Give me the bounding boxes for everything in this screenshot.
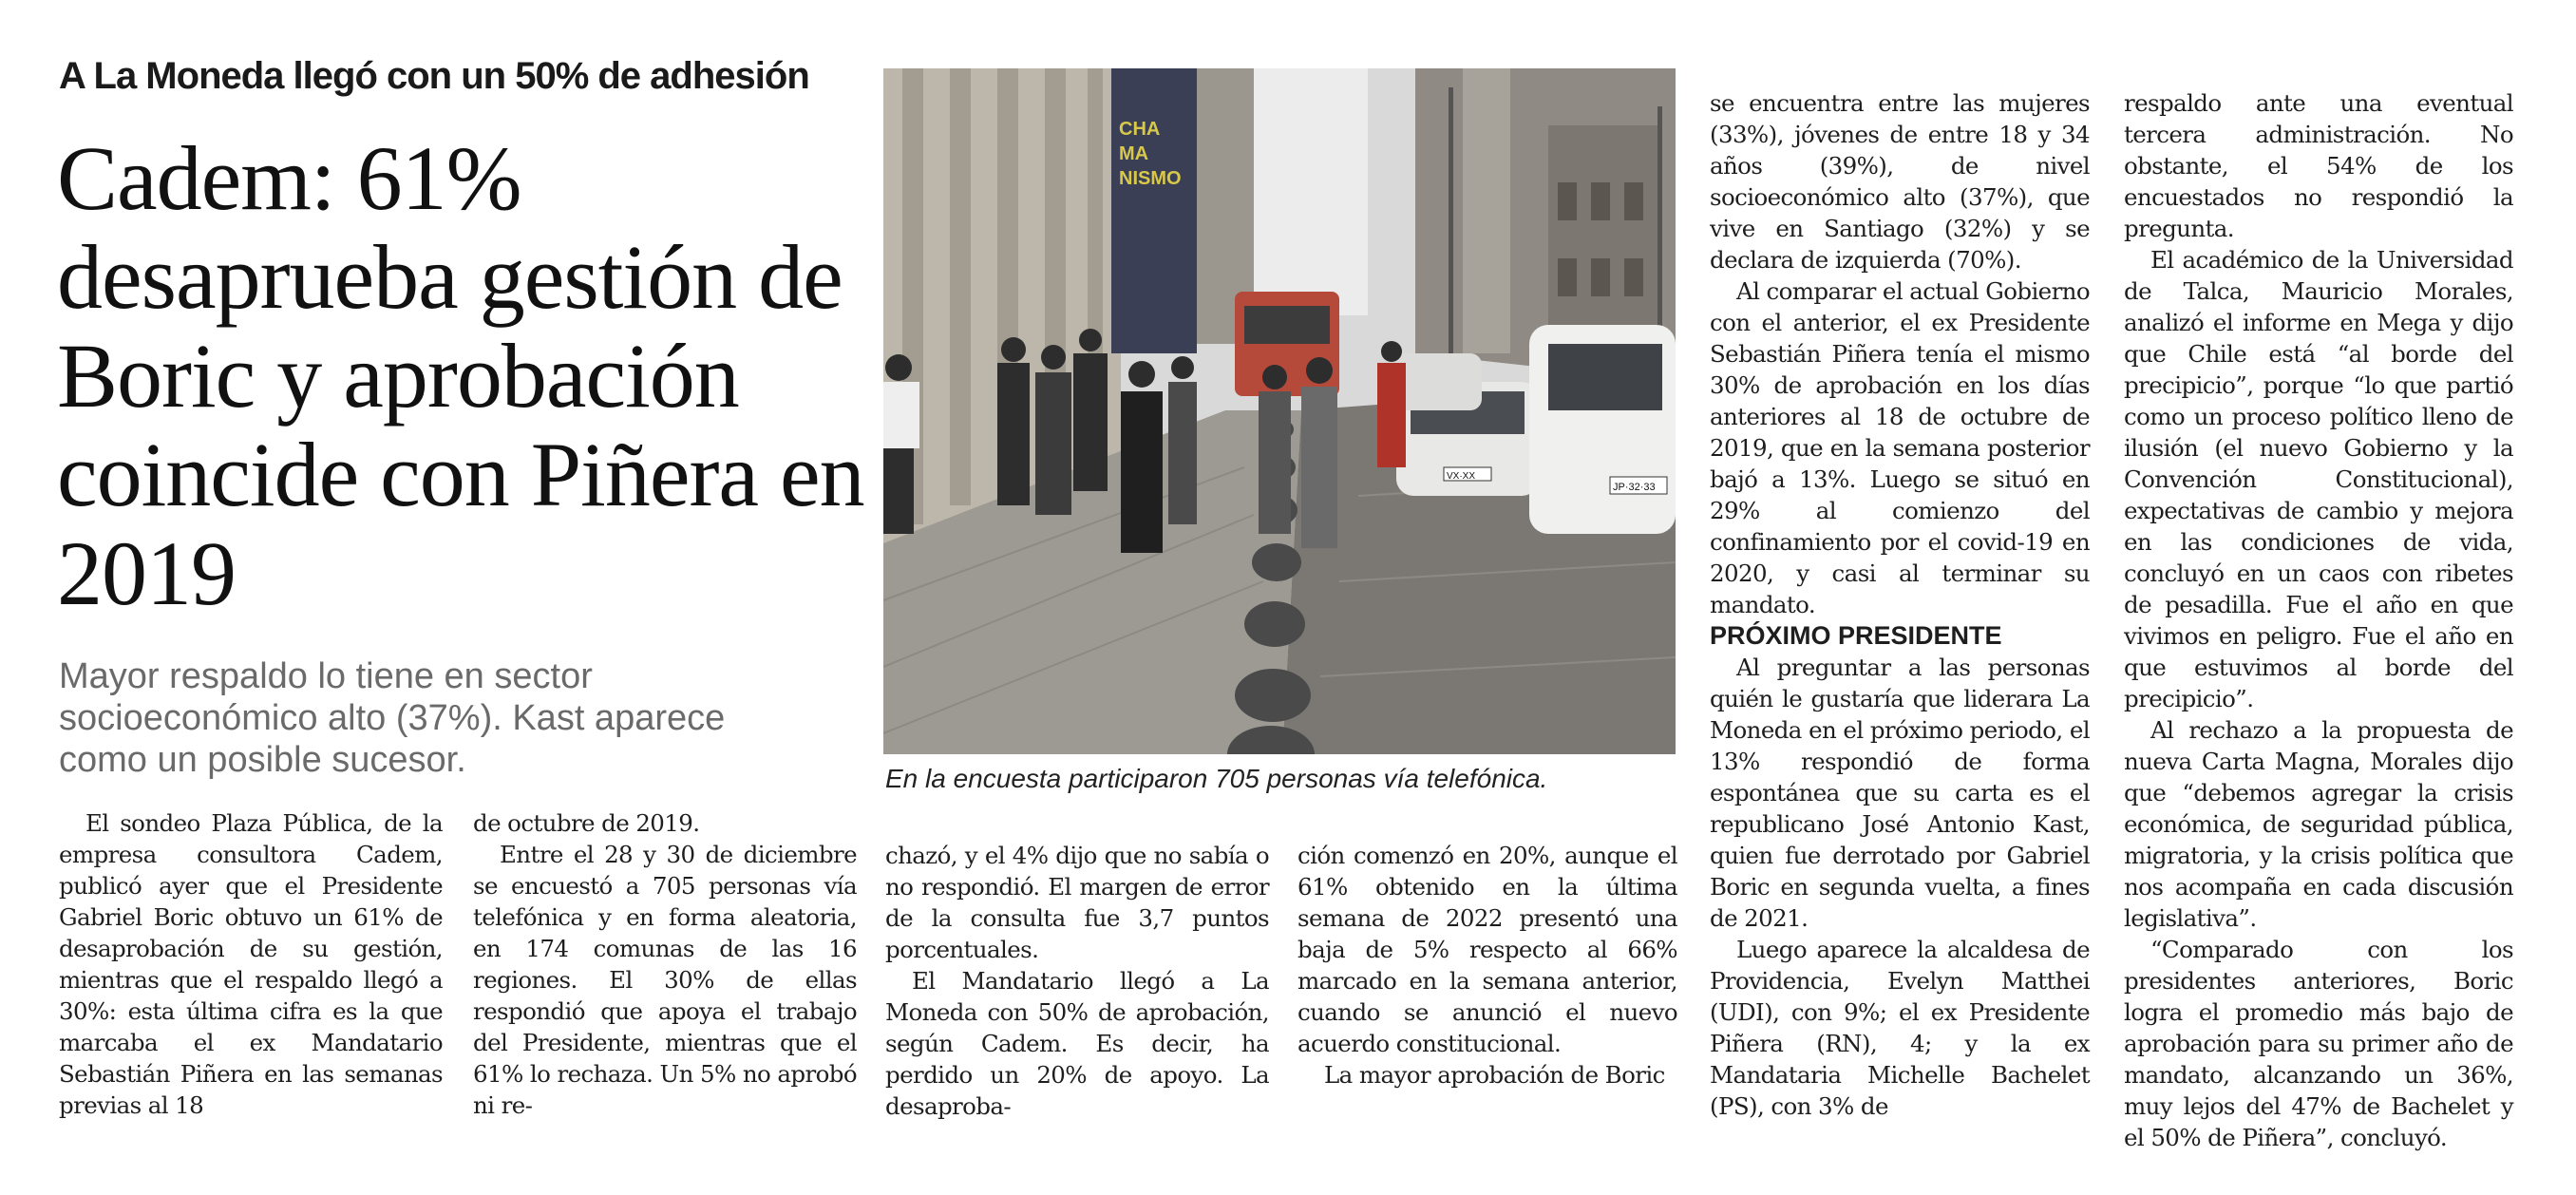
paragraph: Luego aparece la alcaldesa de Providencia, Evelyn Matthei (UDI), con 9%; el ex Presidente Piñera (RN), 4; y la ex Mandataria Michelle Bachelet (PS), con 3% de [1710,936,2090,1120]
article-column-4 [1297,840,1677,1091]
subhead: Mayor respaldo lo tiene en sector socioeconómico alto (37%). Kast aparece como un posible sucesor. [59,656,726,780]
article-column-3 [885,840,1269,1122]
article-column-6 [2124,87,2513,1153]
svg-text:MA: MA [1119,143,1149,164]
street-photo [883,68,1676,754]
paragraph: El Mandatario llegó a La Moneda con 50% de aprobación, según Cadem. Es decir, ha perdido un 20% de apoyo. La desaproba- [885,967,1269,1120]
paragraph: respaldo ante una eventual tercera administración. No obstante, el 54% de los encuestados no respondió la pregunta. [2124,89,2513,242]
section-title: PRÓXIMO PRESIDENTE [1710,621,2002,650]
paragraph: Entre el 28 y 30 de diciembre se encuestó a 705 personas vía telefónica y en forma aleatoria, en 174 comunas de las 16 regiones. El 30% de ellas respondió que apoya el trabajo del Presidente, mientras que el 61% lo rechaza. Un 5% no aprobó ni re- [473,841,857,1119]
paragraph: ción comenzó en 20%, aunque el 61% obtenido en la última semana de 2022 presentó una baja de 5% respecto al 66% marcado en la semana anterior, cuando se anunció el nuevo acuerdo constitucional. [1297,842,1677,1057]
paragraph: “Comparado con los presidentes anteriores, Boric logra el promedio más bajo de aprobación para su primer año de mandato, alcanzando un 36%, muy lejos del 47% de Bachelet y el 50% de Piñera”, concluyó. [2124,936,2513,1151]
paragraph: de octubre de 2019. [473,809,700,837]
paragraph: Al preguntar a las personas quién le gustaría que liderara La Moneda en el próximo periodo, el 13% respondió de forma espontánea que su carta es el republicano José Antonio Kast, quien fue derrotado por Gabriel Boric en segunda vuelta, a fines de 2021. [1710,654,2090,932]
photo-caption: En la encuesta participaron 705 personas vía telefónica. [885,764,1548,793]
kicker: A La Moneda llegó con un 50% de adhesión [59,55,809,97]
poster-sign: CHA [1119,119,1161,140]
paragraph: El sondeo Plaza Pública, de la empresa consultora Cadem, publicó ayer que el Presidente Gabriel Boric obtuvo un 61% de desaprobación de su gestión, mientras que el respaldo llegó a 30%: esta última cifra es la que marcaba el ex Mandatario Sebastián Piñera en las semanas previas al 18 [59,809,443,1119]
article-column-2 [473,807,857,1121]
paragraph: Al rechazo a la propuesta de nueva Carta Magna, Morales dijo que “debemos agregar la crisis económica, de seguridad pública, migratoria, y la crisis política que nos acompaña en cada discusión legislativa”. [2124,716,2513,932]
paragraph: Al comparar el actual Gobierno con el anterior, el ex Presidente Sebastián Piñera tenía el mismo 30% de aprobación en los días anteriores al 18 de octubre de 2019, que en la semana posterior bajó a 13%. Luego se situó en 29% al comienzo del confinamiento por el covid-19 en 2020, y casi al terminar su mandato. [1710,277,2091,618]
article-column-5 [1710,87,2090,1122]
svg-text:NISMO: NISMO [1119,168,1182,189]
paragraph: se encuentra entre las mujeres (33%), jóvenes de entre 18 y 34 años (39%), de nivel socioeconómico alto (37%), que vive en Santiago (32%) y se declara de izquierda (70%). [1710,89,2090,274]
car-plate-2: JP·32·33 [1613,482,1656,493]
car-plate-1: VX·XX [1447,471,1476,482]
article-column-1 [59,807,443,1121]
paragraph: La mayor aprobación de Boric [1324,1061,1665,1089]
paragraph: chazó, y el 4% dijo que no sabía o no respondió. El margen de error de la consulta fue 3,7 puntos porcentuales. [885,842,1269,963]
paragraph: El académico de la Universidad de Talca, Mauricio Morales, analizó el informe en Mega y dijo que Chile está “al borde del precipicio”, porque “lo que partió como un proceso político lleno de ilusión (el nuevo Gobierno y la Convención Constitucional), expectativas de cambio y mejora en las condiciones de vida, concluyó en un caos con ribetes de pesadilla. Fue el año en que vivimos en peligro. Fue el año en que estuvimos al borde del precipicio”. [2124,246,2513,712]
headline: Cadem: 61% desaprueba gestión de Boric y aprobación coincide con Piñera en 2019 [57,127,864,624]
